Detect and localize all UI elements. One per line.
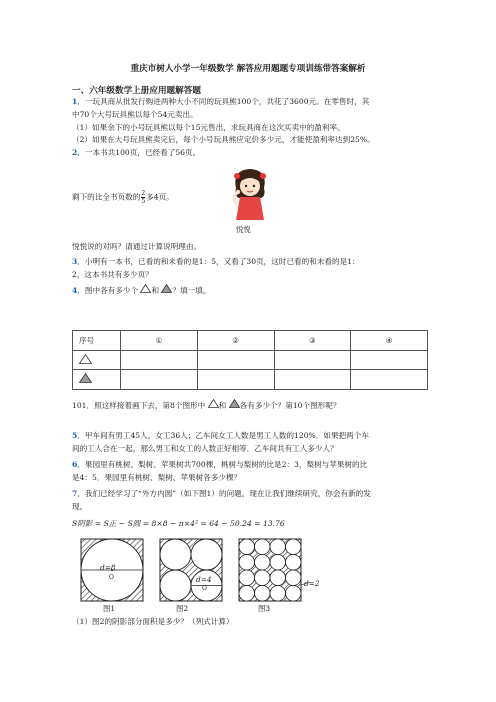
table-header-cell: ① xyxy=(121,331,198,351)
table-row xyxy=(73,350,428,370)
small-circle xyxy=(255,555,271,571)
small-circle xyxy=(270,539,286,555)
answer-cell[interactable] xyxy=(121,370,198,390)
q3-line2: 2，这本书共有多少页？ xyxy=(72,269,153,279)
white-triangle-icon xyxy=(140,284,151,293)
question-2 xyxy=(72,147,428,160)
white-triangle-icon xyxy=(208,399,219,408)
fig2-caption: 图2 xyxy=(176,604,189,613)
q5-line1: 甲车间有男工45人，女工36人；乙车间女工人数是男工人数的120%．如果把两个车 xyxy=(84,431,369,440)
figure-2 xyxy=(160,539,222,601)
small-circle xyxy=(286,539,302,555)
q2-speech xyxy=(72,190,242,205)
answer-cell[interactable] xyxy=(274,350,351,370)
gray-triangle-icon xyxy=(161,284,172,293)
table-header-cell: ② xyxy=(197,331,274,351)
q2-number: 2． xyxy=(72,148,85,157)
question-6 xyxy=(72,459,428,485)
q2-name-label: 悦悦 xyxy=(236,225,251,234)
answer-cell[interactable] xyxy=(121,350,198,370)
q4-101-post: 各有多少个？第10个图形呢？ xyxy=(239,401,341,410)
section-heading: 一、六年级数学上册应用题解答题 xyxy=(72,86,201,96)
small-circle xyxy=(239,555,255,571)
q1-line1: 一玩具商从批发行购进两种大小不同的玩具熊100个，共花了3600元。在零售时，其 xyxy=(84,97,370,106)
white-triangle-icon xyxy=(79,354,92,364)
q7-line2: 现。 xyxy=(72,501,88,511)
q5-number: 5． xyxy=(72,431,85,440)
q3-line1: 小明有一本书，已看的和未看的是1：5，又看了30页，这时已看的和未看的是1： xyxy=(84,257,360,266)
page-title: 重庆市树人小学一年级数学 解答应用题题专项训练带答案解析 xyxy=(130,64,366,74)
question-4 xyxy=(72,284,428,298)
q4-line-101 xyxy=(72,399,428,413)
small-circle xyxy=(286,555,302,571)
fig1-diameter-label: d=8 xyxy=(100,563,116,572)
small-circle xyxy=(255,539,271,555)
fig3-diameter-label: d=2 xyxy=(304,579,320,588)
gray-triangle-icon xyxy=(229,399,240,408)
q1-sub2: （2）如果在大号玩具熊卖完后，每个小号玩具熊应定价多少元，才能使盈利率达到25%。 xyxy=(72,135,375,145)
small-circle xyxy=(239,586,255,602)
q1-line2: 中70个大号玩具熊以每个54元卖出。 xyxy=(72,109,198,119)
q6-line1: 果园里有桃树、梨树、苹果树共700棵，桃树与梨树的比是2：3，梨树与苹果树的比 xyxy=(84,460,368,469)
q2-fraction: $\frac{2}{5}$ xyxy=(141,190,146,205)
q4-table xyxy=(72,330,428,390)
q4-line1-post: ？填一填。 xyxy=(172,286,211,295)
q2-ask: 悦悦说的对吗？请通过计算说明理由。 xyxy=(72,242,202,251)
q5-line2: 间的工人合在一起，那么男工和女工的人数正好相等．乙车间共有工人多少人？ xyxy=(72,443,338,453)
gray-triangle-icon xyxy=(79,373,92,383)
q4-line1-pre: 图中各有多少个 xyxy=(84,286,139,295)
answer-cell[interactable] xyxy=(197,350,274,370)
q4-number: 4． xyxy=(72,286,85,295)
q2-bubble-post: 多4页。 xyxy=(146,192,174,202)
q4-line1-mid: 和 xyxy=(151,286,160,295)
small-circle xyxy=(255,570,271,586)
table-row xyxy=(73,370,428,390)
answer-cell[interactable] xyxy=(351,350,428,370)
q1-number: 1． xyxy=(72,97,85,106)
small-circle xyxy=(270,555,286,571)
small-circle xyxy=(270,570,286,586)
fig2-diameter-label: d=4 xyxy=(196,575,212,584)
table-header-cell: ④ xyxy=(351,331,428,351)
q1-sub1: （1）如果余下的小号玩具熊以每个15元售出，求玩具商在这次买卖中的盈利率。 xyxy=(72,122,345,132)
q2-bubble-pre: 剩下的比全书页数的 xyxy=(72,192,141,202)
small-circle xyxy=(239,570,255,586)
small-circle xyxy=(270,586,286,602)
q4-101-pre: 101．照这样接着画下去，第8个图形中 xyxy=(72,401,206,410)
fig2-center-label: O xyxy=(202,585,207,592)
fig1-caption: 图1 xyxy=(103,604,116,613)
question-1 xyxy=(72,96,428,147)
q3-number: 3． xyxy=(72,257,85,266)
q7-line1: 我们已经学习了“外方内圆”（如下图1）的问题，现在让我们继续研究，你会有新的发 xyxy=(84,489,371,498)
q7-sub1: （1）图2的阴影部分面积是多少？（列式计算） xyxy=(72,617,234,626)
answer-cell[interactable] xyxy=(197,370,274,390)
q7-number: 7． xyxy=(72,489,85,498)
question-3 xyxy=(72,256,428,282)
table-header-cell: 序号 xyxy=(73,331,121,351)
girl-illustration xyxy=(228,166,272,224)
question-7 xyxy=(72,488,428,514)
question-5 xyxy=(72,430,428,456)
answer-cell[interactable] xyxy=(274,370,351,390)
q4-101-mid: 和 xyxy=(218,401,227,410)
fig1-center-label: O xyxy=(109,574,114,581)
table-header-cell: ③ xyxy=(274,331,351,351)
q2-line1: 一本书共100页，已经看了56页。 xyxy=(84,148,201,157)
fig3-caption: 图3 xyxy=(258,604,271,613)
small-circle xyxy=(239,539,255,555)
table-header-row xyxy=(73,331,428,351)
answer-cell[interactable] xyxy=(351,370,428,390)
figure-3 xyxy=(239,539,301,601)
q7-formula: S阴影 = S正 − S圆 = 8×8 − π×4² = 64 − 50.24 = 13.76 xyxy=(72,519,285,528)
small-circle xyxy=(255,586,271,602)
small-circle xyxy=(286,570,302,586)
small-circle xyxy=(286,586,302,602)
q6-line2: 是4：5．果园里有桃树、梨树、苹果树各多少棵？ xyxy=(72,472,242,482)
q6-number: 6． xyxy=(72,460,85,469)
